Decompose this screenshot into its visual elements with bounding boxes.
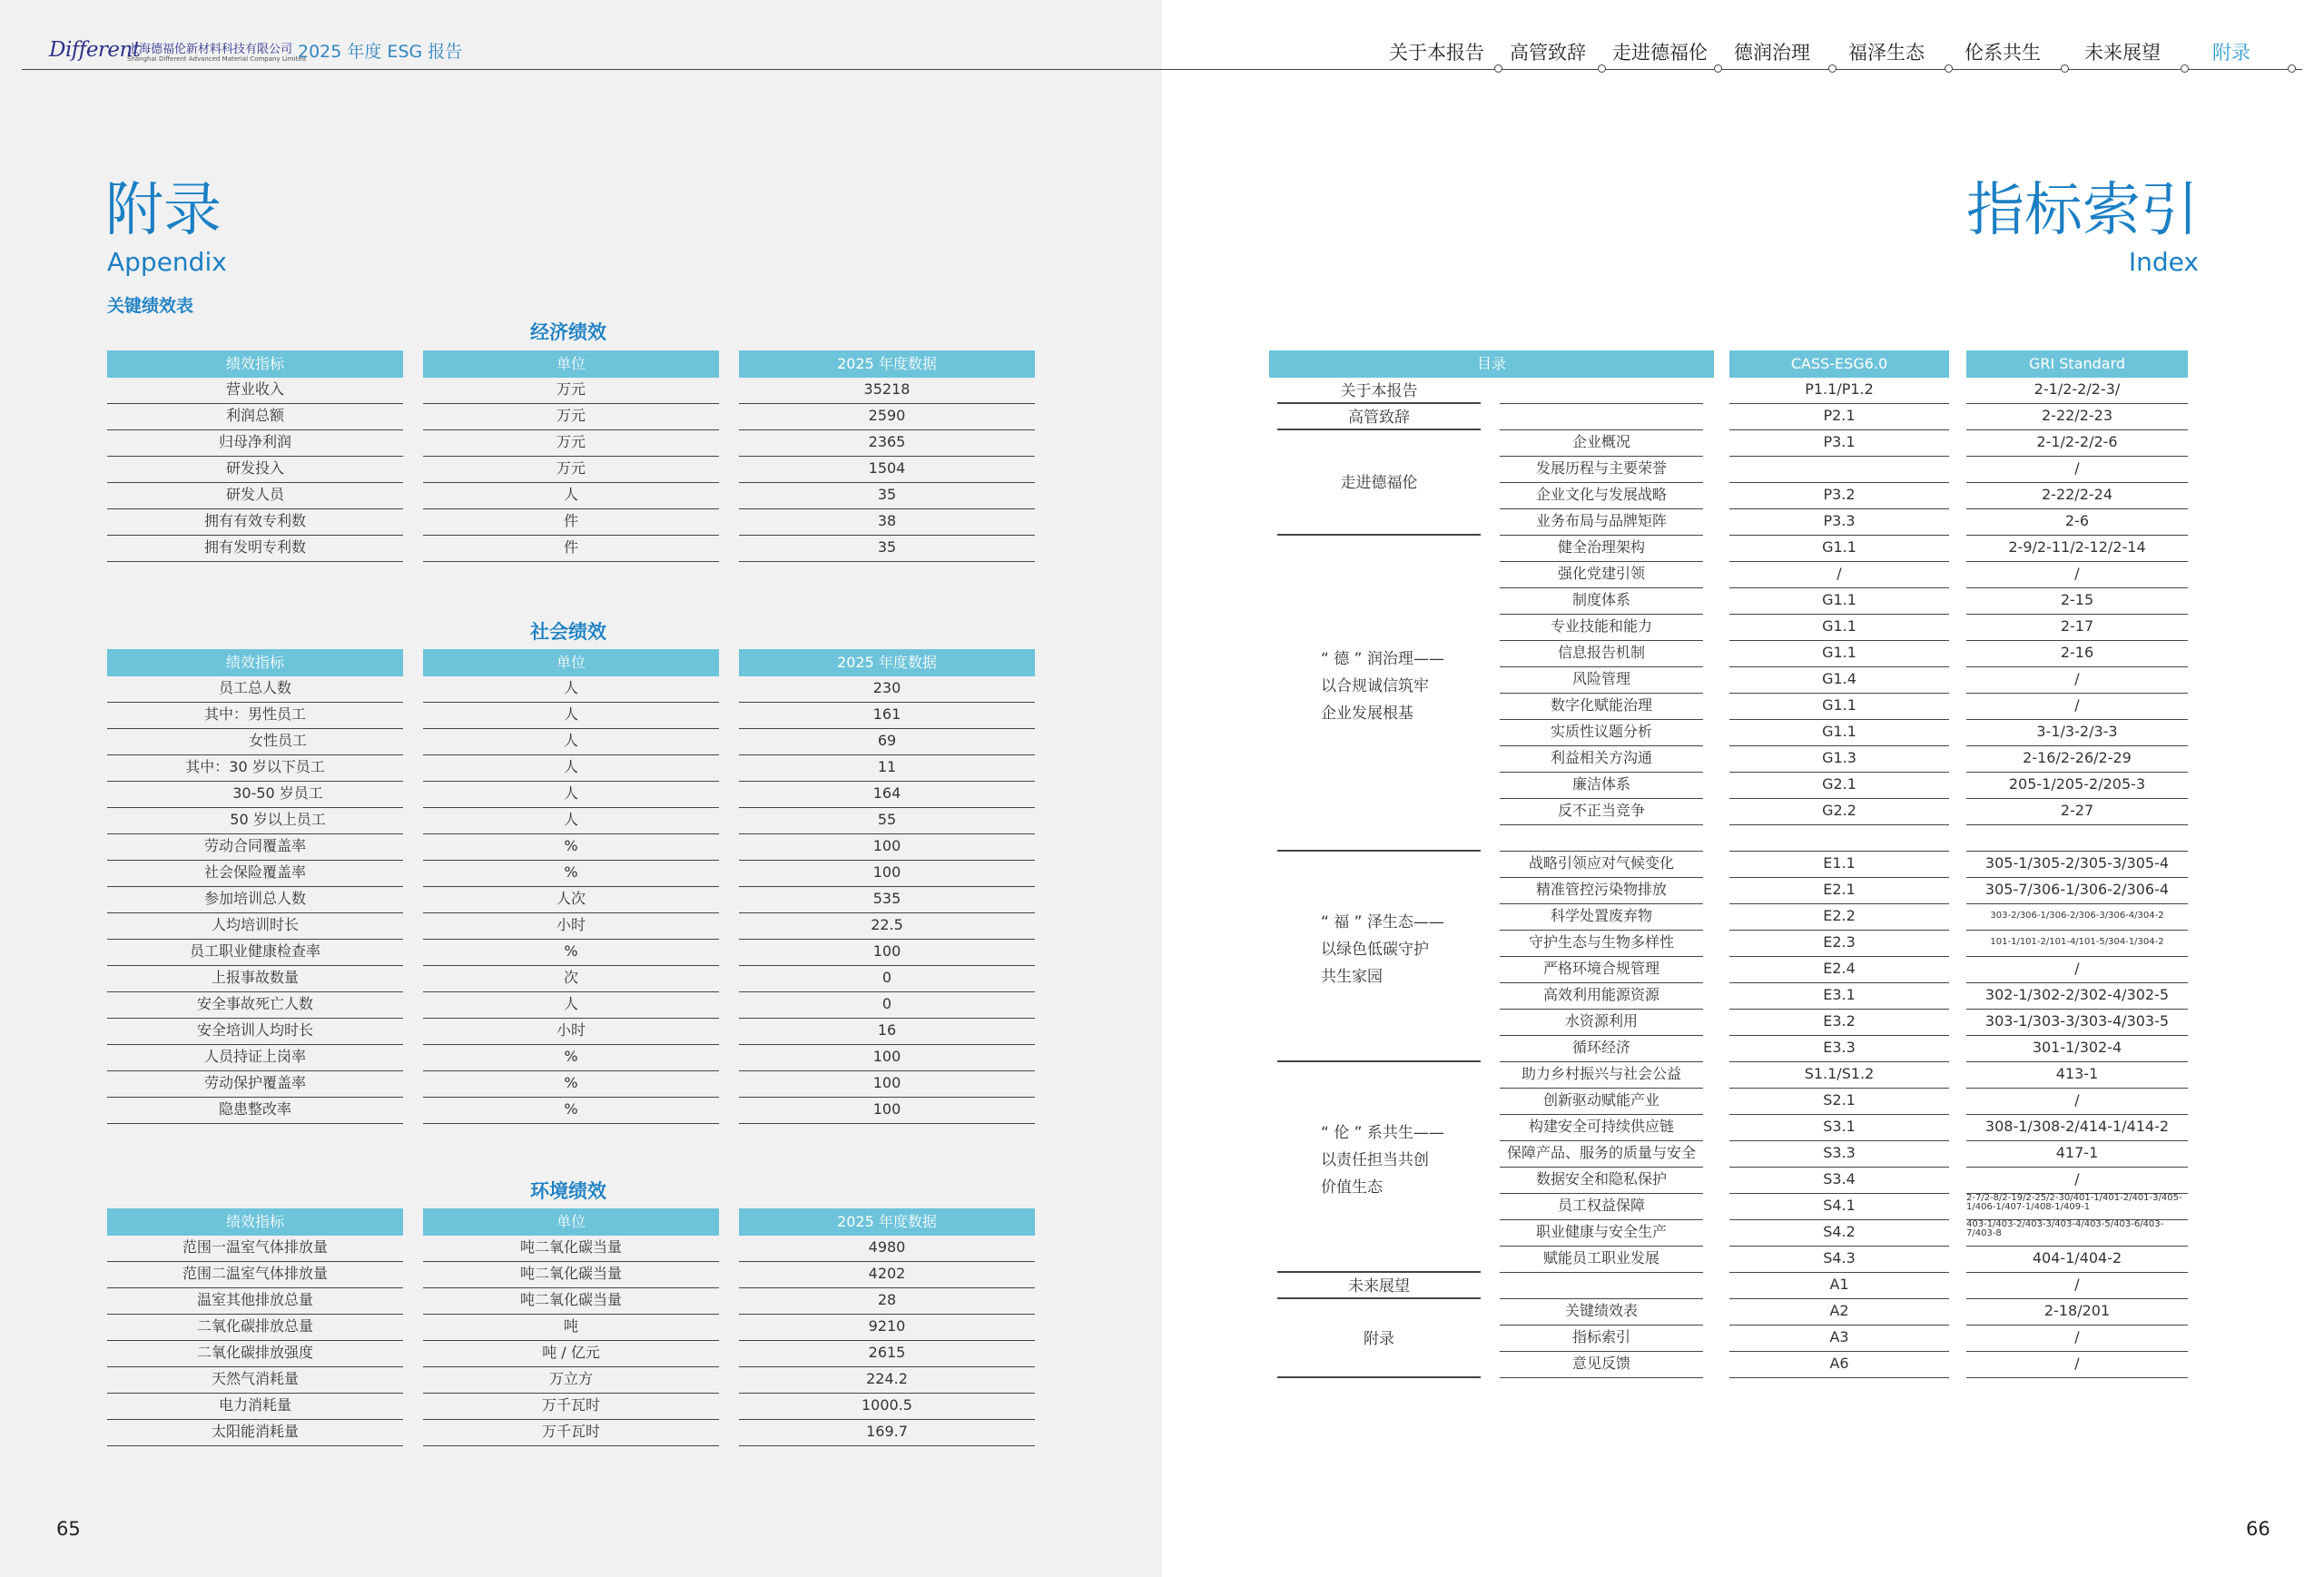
- column-header: 2025 年度数据: [739, 350, 1035, 378]
- table-cell: 2615: [739, 1341, 1035, 1367]
- index-cell: 301-1/302-4: [1966, 1036, 2188, 1062]
- table-cell: 人: [423, 676, 719, 703]
- index-cell: 创新驱动赋能产业: [1500, 1089, 1703, 1115]
- index-cell: 2-22/2-23: [1966, 404, 2188, 430]
- table-cell: 0: [739, 966, 1035, 992]
- nav-dot-marker: [1828, 64, 1837, 73]
- index-cell: G1.4: [1729, 667, 1949, 694]
- index-cell: S2.1: [1729, 1089, 1949, 1115]
- table-cell: 人均培训时长: [107, 913, 403, 940]
- index-cell: E2.3: [1729, 931, 1949, 957]
- index-cell: 业务布局与品牌矩阵: [1500, 509, 1703, 536]
- index-cell: [1729, 457, 1949, 483]
- index-cell: G1.1: [1729, 641, 1949, 667]
- table-cell: 1504: [739, 457, 1035, 483]
- index-cell: 制度体系: [1500, 588, 1703, 615]
- table-cell: 0: [739, 992, 1035, 1019]
- column-header: 单位: [423, 350, 719, 378]
- index-cell: P2.1: [1729, 404, 1949, 430]
- table-cell: 50 岁以上员工: [107, 808, 403, 834]
- table-cell: 二氧化碳排放强度: [107, 1341, 403, 1367]
- nav-dot-marker: [2181, 64, 2189, 73]
- table-cell: 230: [739, 676, 1035, 703]
- table-cell: 人员持证上岗率: [107, 1045, 403, 1071]
- index-cell: E2.4: [1729, 957, 1949, 983]
- table-cell: 100: [739, 861, 1035, 887]
- index-group-label: 关于本报告: [1340, 381, 1418, 400]
- index-cell: G1.1: [1729, 720, 1949, 746]
- table-cell: 38: [739, 509, 1035, 536]
- nav-dot-marker: [1494, 64, 1502, 73]
- index-cell: 战略引领应对气候变化: [1500, 852, 1703, 878]
- index-cell: 水资源利用: [1500, 1010, 1703, 1036]
- table-cell: 人: [423, 808, 719, 834]
- table-cell: 人: [423, 992, 719, 1019]
- index-cell: E2.2: [1729, 904, 1949, 931]
- table-cell: 件: [423, 536, 719, 562]
- index-cell: 员工权益保障: [1500, 1194, 1703, 1220]
- table-cell: %: [423, 1098, 719, 1124]
- table-cell: 535: [739, 887, 1035, 913]
- index-cell: 反不正当竞争: [1500, 799, 1703, 825]
- table-cell: 人: [423, 483, 719, 509]
- table-cell: 女性员工: [107, 729, 403, 755]
- table-cell: 22.5: [739, 913, 1035, 940]
- table-cell: 35: [739, 536, 1035, 562]
- page-number-right: 66: [2246, 1518, 2270, 1540]
- column-header: GRI Standard: [1966, 350, 2188, 378]
- table-cell: 吨二氧化碳当量: [423, 1288, 719, 1315]
- table-cell: 28: [739, 1288, 1035, 1315]
- index-cell: 2-16/2-26/2-29: [1966, 746, 2188, 773]
- index-cell: 2-1/2-2/2-6: [1966, 430, 2188, 457]
- table-cell: %: [423, 834, 719, 861]
- index-cell: G1.1: [1729, 694, 1949, 720]
- table-cell: 万元: [423, 378, 719, 404]
- table-cell: 劳动保护覆盖率: [107, 1071, 403, 1098]
- index-cell: 3-1/3-2/3-3: [1966, 720, 2188, 746]
- nav-tab[interactable]: 走进德福伦: [1612, 42, 1708, 64]
- section-label: 关键绩效表: [107, 296, 194, 316]
- index-cell: 廉洁体系: [1500, 773, 1703, 799]
- nav-tab[interactable]: 伦系共生: [1965, 42, 2041, 64]
- company-name-en: Shanghai Different Advanced Material Company Limited: [127, 55, 306, 63]
- table-cell: 二氧化碳排放总量: [107, 1315, 403, 1341]
- social-table-title: 社会绩效: [530, 621, 606, 643]
- index-cell: 意见反馈: [1500, 1352, 1703, 1378]
- table-cell: 范围二温室气体排放量: [107, 1262, 403, 1288]
- index-cell: 专业技能和能力: [1500, 615, 1703, 641]
- table-cell: 安全事故死亡人数: [107, 992, 403, 1019]
- table-cell: 169.7: [739, 1420, 1035, 1446]
- index-cell: 2-16: [1966, 641, 2188, 667]
- index-cell: P1.1/P1.2: [1729, 378, 1949, 404]
- table-cell: %: [423, 940, 719, 966]
- index-cell: 305-1/305-2/305-3/305-4: [1966, 852, 2188, 878]
- table-cell: 2590: [739, 404, 1035, 430]
- index-group-label: 附录: [1364, 1329, 1394, 1348]
- nav-tab[interactable]: 关于本报告: [1389, 42, 1484, 64]
- table-cell: 归母净利润: [107, 430, 403, 457]
- group-divider: [1277, 534, 1481, 536]
- index-cell: 数字化赋能治理: [1500, 694, 1703, 720]
- index-cell: 305-7/306-1/306-2/306-4: [1966, 878, 2188, 904]
- index-cell: 利益相关方沟通: [1500, 746, 1703, 773]
- index-group-label: 未来展望: [1348, 1276, 1410, 1296]
- index-cell: /: [1966, 457, 2188, 483]
- index-cell: /: [1966, 1273, 2188, 1299]
- table-cell: 吨二氧化碳当量: [423, 1236, 719, 1262]
- table-cell: 人: [423, 782, 719, 808]
- index-cell: 308-1/308-2/414-1/414-2: [1966, 1115, 2188, 1141]
- index-cell: P3.1: [1729, 430, 1949, 457]
- index-cell: S1.1/S1.2: [1729, 1062, 1949, 1089]
- table-cell: 35218: [739, 378, 1035, 404]
- index-cell: G1.1: [1729, 615, 1949, 641]
- table-cell: 拥有发明专利数: [107, 536, 403, 562]
- index-cell: /: [1966, 694, 2188, 720]
- economic-table-title: 经济绩效: [530, 321, 606, 343]
- table-cell: 拥有有效专利数: [107, 509, 403, 536]
- index-cell: S3.4: [1729, 1168, 1949, 1194]
- index-cell: 417-1: [1966, 1141, 2188, 1168]
- nav-dot-marker: [1598, 64, 1606, 73]
- index-group-label: “ 伦 ” 系共生—— 以责任担当共创 价值生态: [1321, 1124, 1444, 1197]
- table-cell: 2365: [739, 430, 1035, 457]
- table-cell: 11: [739, 755, 1035, 782]
- index-cell: E3.3: [1729, 1036, 1949, 1062]
- table-cell: 其中：男性员工: [107, 703, 403, 729]
- table-cell: 太阳能消耗量: [107, 1420, 403, 1446]
- index-cell: 风险管理: [1500, 667, 1703, 694]
- column-header: 单位: [423, 649, 719, 676]
- table-cell: 社会保险覆盖率: [107, 861, 403, 887]
- nav-dot-marker: [1945, 64, 1953, 73]
- index-cell: 守护生态与生物多样性: [1500, 931, 1703, 957]
- table-cell: 100: [739, 1098, 1035, 1124]
- table-cell: 营业收入: [107, 378, 403, 404]
- table-cell: 100: [739, 834, 1035, 861]
- table-cell: 天然气消耗量: [107, 1367, 403, 1394]
- table-cell: 16: [739, 1019, 1035, 1045]
- index-cell: G2.1: [1729, 773, 1949, 799]
- index-cell: S4.3: [1729, 1247, 1949, 1273]
- table-cell: 100: [739, 940, 1035, 966]
- table-cell: 1000.5: [739, 1394, 1035, 1420]
- table-cell: 161: [739, 703, 1035, 729]
- table-cell: 研发人员: [107, 483, 403, 509]
- index-cell: E2.1: [1729, 878, 1949, 904]
- index-cell: 205-1/205-2/205-3: [1966, 773, 2188, 799]
- index-group-label: “ 福 ” 泽生态—— 以绿色低碳守护 共生家园: [1321, 913, 1444, 986]
- table-cell: 其中：30 岁以下员工: [107, 755, 403, 782]
- index-cell: 企业概况: [1500, 430, 1703, 457]
- nav-dot-marker: [1714, 64, 1722, 73]
- index-subtitle: Index: [2128, 247, 2199, 277]
- column-header: 绩效指标: [107, 1208, 403, 1236]
- index-cell: 指标索引: [1500, 1326, 1703, 1352]
- index-cell: 职业健康与安全生产: [1500, 1220, 1703, 1247]
- index-cell: [1500, 404, 1703, 430]
- column-header: 绩效指标: [107, 350, 403, 378]
- table-cell: 万千瓦时: [423, 1420, 719, 1446]
- index-cell: E3.1: [1729, 983, 1949, 1010]
- column-header: 绩效指标: [107, 649, 403, 676]
- appendix-title: 附录: [105, 177, 222, 244]
- nav-tab[interactable]: 附录: [2212, 42, 2250, 64]
- index-cell: 精准管控污染物排放: [1500, 878, 1703, 904]
- index-cell: 2-27: [1966, 799, 2188, 825]
- index-cell: /: [1966, 667, 2188, 694]
- index-cell: [1500, 1273, 1703, 1299]
- table-cell: 100: [739, 1071, 1035, 1098]
- index-cell: [1966, 825, 2188, 852]
- index-cell: E1.1: [1729, 852, 1949, 878]
- index-cell: A1: [1729, 1273, 1949, 1299]
- column-header: 单位: [423, 1208, 719, 1236]
- nav-tab[interactable]: 德润治理: [1734, 42, 1810, 64]
- nav-tab[interactable]: 高管致辞: [1510, 42, 1586, 64]
- index-cell: 303-2/306-1/306-2/306-3/306-4/304-2: [1966, 904, 2188, 931]
- index-group-label: “ 德 ” 润治理—— 以合规诚信筑牢 企业发展根基: [1321, 650, 1444, 723]
- table-cell: 吨 / 亿元: [423, 1341, 719, 1367]
- index-cell: 健全治理架构: [1500, 536, 1703, 562]
- table-cell: 吨二氧化碳当量: [423, 1262, 719, 1288]
- index-cell: 循环经济: [1500, 1036, 1703, 1062]
- index-group-label: 高管致辞: [1348, 408, 1410, 427]
- group-divider: [1277, 1376, 1481, 1378]
- index-cell: 企业文化与发展战略: [1500, 483, 1703, 509]
- index-cell: [1729, 825, 1949, 852]
- index-cell: 强化党建引领: [1500, 562, 1703, 588]
- group-divider: [1277, 1060, 1481, 1062]
- index-cell: 2-7/2-8/2-19/2-25/2-30/401-1/401-2/401-3/405-1/406-1/407-1/408-1/409-1: [1966, 1194, 2188, 1220]
- table-cell: %: [423, 1045, 719, 1071]
- index-cell: 413-1: [1966, 1062, 2188, 1089]
- index-cell: 2-18/201: [1966, 1299, 2188, 1326]
- index-cell: [1500, 378, 1703, 404]
- index-cell: 赋能员工职业发展: [1500, 1247, 1703, 1273]
- company-logo: Different: [49, 38, 141, 62]
- index-cell: 严格环境合规管理: [1500, 957, 1703, 983]
- table-cell: 劳动合同覆盖率: [107, 834, 403, 861]
- group-divider: [1277, 429, 1481, 430]
- table-cell: 100: [739, 1045, 1035, 1071]
- table-cell: 69: [739, 729, 1035, 755]
- index-cell: /: [1966, 957, 2188, 983]
- table-cell: 人: [423, 729, 719, 755]
- index-cell: /: [1729, 562, 1949, 588]
- page-number-left: 65: [56, 1518, 81, 1540]
- index-cell: 高效利用能源资源: [1500, 983, 1703, 1010]
- index-title: 指标索引: [1966, 177, 2199, 244]
- table-cell: 件: [423, 509, 719, 536]
- index-cell: /: [1966, 562, 2188, 588]
- index-cell: A3: [1729, 1326, 1949, 1352]
- index-cell: P3.3: [1729, 509, 1949, 536]
- index-cell: 关键绩效表: [1500, 1299, 1703, 1326]
- table-cell: 电力消耗量: [107, 1394, 403, 1420]
- index-cell: A6: [1729, 1352, 1949, 1378]
- index-cell: /: [1966, 1352, 2188, 1378]
- table-cell: 次: [423, 966, 719, 992]
- table-cell: 224.2: [739, 1367, 1035, 1394]
- group-divider: [1277, 1297, 1481, 1299]
- table-cell: 人次: [423, 887, 719, 913]
- index-cell: 2-1/2-2/2-3/: [1966, 378, 2188, 404]
- index-cell: 403-1/403-2/403-3/403-4/403-5/403-6/403-7/403-8: [1966, 1220, 2188, 1247]
- index-cell: 信息报告机制: [1500, 641, 1703, 667]
- table-cell: 万元: [423, 457, 719, 483]
- index-cell: 科学处置废弃物: [1500, 904, 1703, 931]
- table-cell: 30-50 岁员工: [107, 782, 403, 808]
- table-cell: 研发投入: [107, 457, 403, 483]
- column-header: CASS-ESG6.0: [1729, 350, 1949, 378]
- header-divider: [22, 69, 2302, 70]
- index-cell: 404-1/404-2: [1966, 1247, 2188, 1273]
- index-cell: 2-17: [1966, 615, 2188, 641]
- table-cell: 小时: [423, 1019, 719, 1045]
- table-cell: 利润总额: [107, 404, 403, 430]
- index-cell: 实质性议题分析: [1500, 720, 1703, 746]
- index-cell: 2-22/2-24: [1966, 483, 2188, 509]
- column-header: 目录: [1269, 350, 1714, 378]
- index-cell: S4.2: [1729, 1220, 1949, 1247]
- column-header: 2025 年度数据: [739, 1208, 1035, 1236]
- index-cell: /: [1966, 1168, 2188, 1194]
- table-cell: 小时: [423, 913, 719, 940]
- table-cell: 参加培训总人数: [107, 887, 403, 913]
- table-cell: %: [423, 1071, 719, 1098]
- index-cell: 2-9/2-11/2-12/2-14: [1966, 536, 2188, 562]
- index-cell: [1500, 825, 1703, 852]
- index-group-label: 走进德福伦: [1340, 474, 1418, 492]
- index-cell: S4.1: [1729, 1194, 1949, 1220]
- index-cell: G1.1: [1729, 588, 1949, 615]
- index-cell: 构建安全可持续供应链: [1500, 1115, 1703, 1141]
- index-cell: 2-6: [1966, 509, 2188, 536]
- index-cell: 助力乡村振兴与社会公益: [1500, 1062, 1703, 1089]
- table-cell: 上报事故数量: [107, 966, 403, 992]
- table-cell: %: [423, 861, 719, 887]
- table-cell: 温室其他排放总量: [107, 1288, 403, 1315]
- nav-tab[interactable]: 福泽生态: [1848, 42, 1925, 64]
- company-name-cn: 上海德福伦新材料科技有限公司: [127, 43, 293, 56]
- group-divider: [1277, 850, 1481, 852]
- table-cell: 55: [739, 808, 1035, 834]
- table-cell: 范围一温室气体排放量: [107, 1236, 403, 1262]
- table-cell: 隐患整改率: [107, 1098, 403, 1124]
- nav-dot-marker: [2288, 64, 2296, 73]
- appendix-subtitle: Appendix: [107, 247, 227, 277]
- table-cell: 4980: [739, 1236, 1035, 1262]
- table-cell: 安全培训人均时长: [107, 1019, 403, 1045]
- table-cell: 人: [423, 755, 719, 782]
- table-cell: 万元: [423, 404, 719, 430]
- index-cell: /: [1966, 1089, 2188, 1115]
- table-cell: 万千瓦时: [423, 1394, 719, 1420]
- table-cell: 164: [739, 782, 1035, 808]
- index-cell: 发展历程与主要荣誉: [1500, 457, 1703, 483]
- table-cell: 员工总人数: [107, 676, 403, 703]
- table-cell: 万立方: [423, 1367, 719, 1394]
- index-cell: 302-1/302-2/302-4/302-5: [1966, 983, 2188, 1010]
- index-cell: 数据安全和隐私保护: [1500, 1168, 1703, 1194]
- table-cell: 万元: [423, 430, 719, 457]
- table-cell: 4202: [739, 1262, 1035, 1288]
- environment-table-title: 环境绩效: [530, 1180, 606, 1202]
- index-cell: G1.1: [1729, 536, 1949, 562]
- index-cell: 101-1/101-2/101-4/101-5/304-1/304-2: [1966, 931, 2188, 957]
- nav-dot-marker: [2061, 64, 2069, 73]
- table-cell: 35: [739, 483, 1035, 509]
- index-cell: 303-1/303-3/303-4/303-5: [1966, 1010, 2188, 1036]
- index-cell: P3.2: [1729, 483, 1949, 509]
- table-cell: 员工职业健康检查率: [107, 940, 403, 966]
- index-cell: A2: [1729, 1299, 1949, 1326]
- table-cell: 吨: [423, 1315, 719, 1341]
- index-cell: /: [1966, 1326, 2188, 1352]
- index-cell: 保障产品、服务的质量与安全: [1500, 1141, 1703, 1168]
- column-header: 2025 年度数据: [739, 649, 1035, 676]
- index-cell: S3.1: [1729, 1115, 1949, 1141]
- index-cell: E3.2: [1729, 1010, 1949, 1036]
- index-cell: G2.2: [1729, 799, 1949, 825]
- index-cell: S3.3: [1729, 1141, 1949, 1168]
- index-cell: G1.3: [1729, 746, 1949, 773]
- table-cell: 人: [423, 703, 719, 729]
- report-title: 2025 年度 ESG 报告: [298, 42, 463, 62]
- index-cell: 2-15: [1966, 588, 2188, 615]
- nav-tab[interactable]: 未来展望: [2084, 42, 2161, 64]
- table-cell: 9210: [739, 1315, 1035, 1341]
